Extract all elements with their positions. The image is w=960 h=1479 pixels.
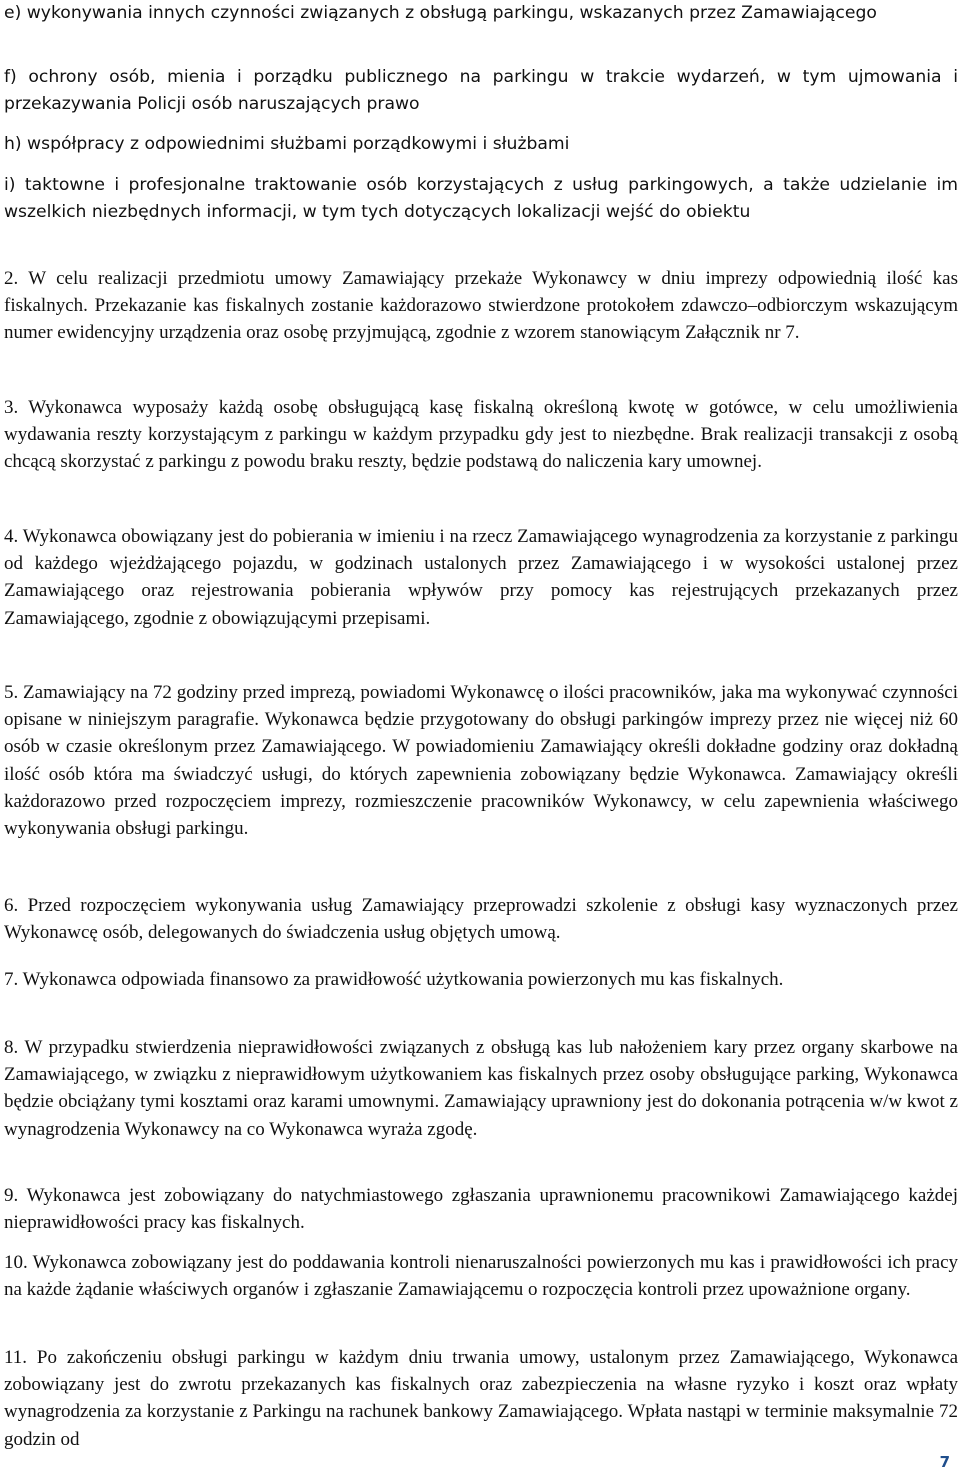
page-number: 7 [939, 1453, 950, 1471]
paragraph-5: 5. Zamawiający na 72 godziny przed imprezą, powiadomi Wykonawcę o ilości pracowników, jaka ma wykonywać czynności opisane w niniejszym paragrafie. Wykonawca będzie przygotowany do obsługi parkingów imprezy przez nie więcej niż 60 osób w czasie określonym przez Zamawiającego. W powiadomieniu Zamawiający określi dokładne godziny oraz dokładną ilość osób która ma świadczyć usługi, do których zapewnienia zobowiązany będzie Wykonawca. Zamawiający określi każdorazowo przed rozpoczęciem imprezy, rozmieszczenie pracowników Wykonawcy, w celu zapewnienia właściwego wykonywania obsługi parkingu. [4, 682, 958, 840]
paragraph-7: 7. Wykonawca odpowiada finansowo za prawidłowość użytkowania powierzonych mu kas fiskalnych. [4, 969, 784, 990]
paragraph-10: 10. Wykonawca zobowiązany jest do poddawania kontroli nienaruszalności powierzonych mu kas i prawidłowości ich pracy na każde żądanie właściwych organów i zgłaszanie Zamawiającemu o rozpoczęcia kontroli przez upoważnione organy. [4, 1252, 958, 1301]
paragraph-i: i) taktowne i profesjonalne traktowanie osób korzystających z usług parkingowych, a także udzielanie im wszelkich niezbędnych informacji, w tym tych dotyczących lokalizacji wejść do obiektu [4, 175, 958, 223]
paragraph-3: 3. Wykonawca wyposaży każdą osobę obsługującą kasę fiskalną określoną kwotę w gotówce, w celu umożliwienia wydawania reszty korzystającym z parkingu w każdym przypadku gdy jest to niezbędne. Brak realizacji transakcji z osobą chcącą skorzystać z parkingu z powodu braku reszty, będzie podstawą do naliczenia kary umownej. [4, 397, 958, 473]
paragraph-e: e) wykonywania innych czynności związanych z obsługą parkingu, wskazanych przez Zamawiającego [4, 3, 877, 23]
paragraph-4: 4. Wykonawca obowiązany jest do pobierania w imieniu i na rzecz Zamawiającego wynagrodzenia za korzystanie z parkingu od każdego wjeżdżającego pojazdu, w godzinach ustalonych przez Zamawiającego i w wysokości ustalonej przez Zamawiającego oraz rejestrowania pobierania wpływów przy pomocy kas rejestrujących przekazanych przez Zamawiającego, zgodnie z obowiązującymi przepisami. [4, 526, 958, 629]
paragraph-2: 2. W celu realizacji przedmiotu umowy Zamawiający przekaże Wykonawcy w dniu imprezy odpowiednią ilość kas fiskalnych. Przekazanie kas fiskalnych zostanie każdorazowo stwierdzone protokołem zdawczo–odbiorczym wskazującym numer ewidencyjny urządzenia oraz osobę przyjmującą, zgodnie z wzorem stanowiącym Załącznik nr 7. [4, 268, 958, 344]
paragraph-8: 8. W przypadku stwierdzenia nieprawidłowości związanych z obsługą kas lub nałożeniem kary przez organy skarbowe na Zamawiającego, w związku z nieprawidłowym użytkowaniem kas fiskalnych przez osoby obsługujące parking, Wykonawca będzie obciążany tymi kosztami oraz karami umownymi. Zamawiający uprawniony jest do dokonania potrącenia w/w kwot z wynagrodzenia Wykonawcy na co Wykonawca wyraża zgodę. [4, 1037, 958, 1140]
paragraph-f: f) ochrony osób, mienia i porządku publicznego na parkingu w trakcie wydarzeń, w tym ujmowania i przekazywania Policji osób naruszających prawo [4, 67, 958, 115]
paragraph-9: 9. Wykonawca jest zobowiązany do natychmiastowego zgłaszania uprawnionemu pracownikowi Zamawiającego każdej nieprawidłowości pracy kas fiskalnych. [4, 1185, 958, 1234]
paragraph-h: h) współpracy z odpowiednimi służbami porządkowymi i służbami [4, 134, 570, 154]
paragraph-11: 11. Po zakończeniu obsługi parkingu w każdym dniu trwania umowy, ustalonym przez Zamawiającego, Wykonawca zobowiązany jest do zwrotu przekazanych kas fiskalnych oraz zabezpieczenia na własne ryzyko i koszt oraz wpłaty wynagrodzenia za korzystanie z Parkingu na rachunek bankowy Zamawiającego. Wpłata nastąpi w terminie maksymalnie 72 godzin od [4, 1347, 958, 1450]
paragraph-6: 6. Przed rozpoczęciem wykonywania usług Zamawiający przeprowadzi szkolenie z obsługi kasy wyznaczonych przez Wykonawcę osób, delegowanych do świadczenia usług objętych umową. [4, 895, 958, 944]
